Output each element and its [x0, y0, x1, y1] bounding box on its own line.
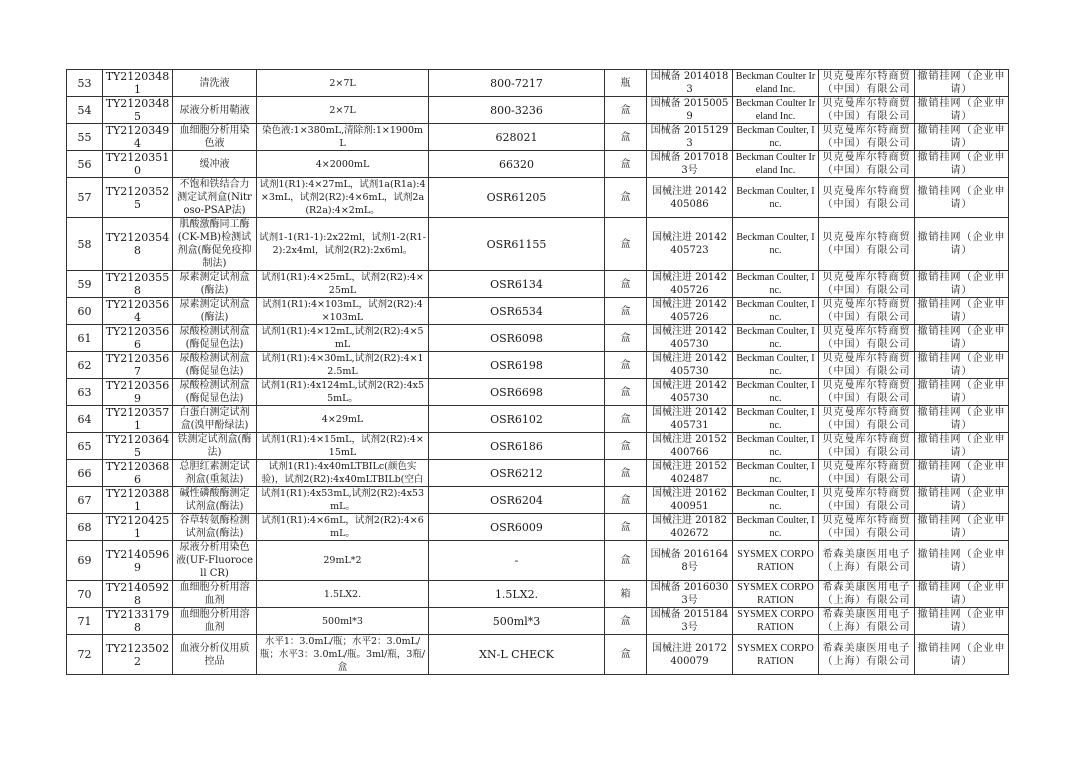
- manufacturer-cell: Beckman Coulter, Inc.: [733, 325, 819, 352]
- agent-company-cell: 贝克曼库尔特商贸（中国）有限公司: [819, 325, 915, 352]
- product-unit-cell: 盒: [605, 608, 647, 635]
- row-number-cell: 64: [67, 406, 103, 433]
- product-code-cell: TY21203510: [103, 151, 173, 178]
- table-row: [67, 271, 1009, 298]
- product-code-cell: TY21203569: [103, 379, 173, 406]
- registration-number-cell: 国械注进 20142405723: [647, 218, 733, 271]
- table-row: [67, 325, 1009, 352]
- registration-number-cell: 国械注进 20162400951: [647, 487, 733, 514]
- registration-number-cell: 国械备 20150059: [647, 97, 733, 124]
- product-name-cell: 尿酸检测试剂盒(酶促显色法): [173, 325, 257, 352]
- agent-company-cell: 希森美康医用电子（上海）有限公司: [819, 581, 915, 608]
- product-spec-cell: 试剂1(R1):4×15mL，试剂2(R2):4×15mL: [257, 433, 429, 460]
- product-name-cell: 血细胞分析用染色液: [173, 124, 257, 151]
- manufacturer-cell: SYSMEX CORPORATION: [733, 581, 819, 608]
- listing-status-cell: 撤销挂网（企业申请）: [915, 581, 1009, 608]
- agent-company-cell: 贝克曼库尔特商贸（中国）有限公司: [819, 352, 915, 379]
- registration-number-cell: 国械注进 20182402672: [647, 514, 733, 541]
- product-unit-cell: 盒: [605, 352, 647, 379]
- product-name-cell: 尿素测定试剂盒(酶法): [173, 298, 257, 325]
- listing-status-cell: 撤销挂网（企业申请）: [915, 379, 1009, 406]
- agent-company-cell: 贝克曼库尔特商贸（中国）有限公司: [819, 178, 915, 218]
- product-spec-cell: 2×7L: [257, 97, 429, 124]
- agent-company-cell: 贝克曼库尔特商贸（中国）有限公司: [819, 379, 915, 406]
- product-code-cell: TY21203564: [103, 298, 173, 325]
- table-row: [67, 581, 1009, 608]
- product-spec-cell: 29mL*2: [257, 541, 429, 581]
- product-spec-cell: 试剂1(R1):4x124mL,试剂2(R2):4x55mL。: [257, 379, 429, 406]
- product-name-cell: 血细胞分析用溶血剂: [173, 608, 257, 635]
- agent-company-cell: 贝克曼库尔特商贸（中国）有限公司: [819, 271, 915, 298]
- row-number-cell: 56: [67, 151, 103, 178]
- manufacturer-cell: Beckman Coulter Ireland Inc.: [733, 97, 819, 124]
- registration-number-cell: 国械备 20160303号: [647, 581, 733, 608]
- registration-number-cell: 国械备 20170183号: [647, 151, 733, 178]
- product-spec-cell: 500ml*3: [257, 608, 429, 635]
- listing-status-cell: 撤销挂网（企业申请）: [915, 178, 1009, 218]
- listing-status-cell: 撤销挂网（企业申请）: [915, 70, 1009, 97]
- manufacturer-cell: Beckman Coulter Ireland Inc.: [733, 151, 819, 178]
- product-code-cell: TY21405969: [103, 541, 173, 581]
- product-name-cell: 尿液分析用染色液(UF-Fluorocell CR): [173, 541, 257, 581]
- row-number-cell: 71: [67, 608, 103, 635]
- product-code-cell: TY21203881: [103, 487, 173, 514]
- row-number-cell: 70: [67, 581, 103, 608]
- product-unit-cell: 盒: [605, 298, 647, 325]
- product-unit-cell: 瓶: [605, 70, 647, 97]
- product-unit-cell: 盒: [605, 487, 647, 514]
- product-model-cell: OSR61155: [429, 218, 605, 271]
- registration-number-cell: 国械注进 20142405086: [647, 178, 733, 218]
- product-model-cell: OSR6204: [429, 487, 605, 514]
- table-row: [67, 70, 1009, 97]
- product-model-cell: OSR6698: [429, 379, 605, 406]
- product-unit-cell: 盒: [605, 635, 647, 675]
- product-model-cell: 1.5LX2.: [429, 581, 605, 608]
- registration-number-cell: 国械备 20151843号: [647, 608, 733, 635]
- product-model-cell: 800-3236: [429, 97, 605, 124]
- product-code-cell: TY21203686: [103, 460, 173, 487]
- row-number-cell: 72: [67, 635, 103, 675]
- product-code-cell: TY21405928: [103, 581, 173, 608]
- product-unit-cell: 盒: [605, 379, 647, 406]
- listing-status-cell: 撤销挂网（企业申请）: [915, 124, 1009, 151]
- product-code-cell: TY21203645: [103, 433, 173, 460]
- table-row: [67, 218, 1009, 271]
- row-number-cell: 61: [67, 325, 103, 352]
- product-spec-cell: 4×2000mL: [257, 151, 429, 178]
- product-code-cell: TY21203548: [103, 218, 173, 271]
- table-row: [67, 608, 1009, 635]
- table-row: [67, 352, 1009, 379]
- product-unit-cell: 盒: [605, 514, 647, 541]
- row-number-cell: 65: [67, 433, 103, 460]
- product-name-cell: 铁测定试剂盒(酶法): [173, 433, 257, 460]
- product-spec-cell: 试剂1(R1):4×12mL,试剂2(R2):4×5mL: [257, 325, 429, 352]
- row-number-cell: 66: [67, 460, 103, 487]
- table-row: [67, 379, 1009, 406]
- table-row: [67, 124, 1009, 151]
- product-spec-cell: 试剂1(R1):4×27mL，试剂1a(R1a):4×3mL，试剂2(R2):4×6mL，试剂2a(R2a):4×2mL。: [257, 178, 429, 218]
- product-spec-cell: 试剂1(R1):4x53mL,试剂2(R2):4x53mL。: [257, 487, 429, 514]
- product-model-cell: OSR6134: [429, 271, 605, 298]
- table-row: [67, 178, 1009, 218]
- manufacturer-cell: Beckman Coulter, Inc.: [733, 406, 819, 433]
- agent-company-cell: 贝克曼库尔特商贸（中国）有限公司: [819, 487, 915, 514]
- manufacturer-cell: Beckman Coulter, Inc.: [733, 178, 819, 218]
- listing-status-cell: 撤销挂网（企业申请）: [915, 298, 1009, 325]
- product-name-cell: 肌酸激酶同工酶(CK-MB)检测试剂盒(酶促免疫抑制法): [173, 218, 257, 271]
- product-model-cell: OSR6198: [429, 352, 605, 379]
- product-code-cell: TY21203525: [103, 178, 173, 218]
- table-body: [67, 70, 1009, 675]
- product-code-cell: TY21331798: [103, 608, 173, 635]
- manufacturer-cell: SYSMEX CORPORATION: [733, 635, 819, 675]
- product-model-cell: OSR6098: [429, 325, 605, 352]
- listing-status-cell: 撤销挂网（企业申请）: [915, 218, 1009, 271]
- agent-company-cell: 贝克曼库尔特商贸（中国）有限公司: [819, 514, 915, 541]
- product-name-cell: 血液分析仪用质控品: [173, 635, 257, 675]
- listing-status-cell: 撤销挂网（企业申请）: [915, 460, 1009, 487]
- registration-number-cell: 国械备 20161648号: [647, 541, 733, 581]
- manufacturer-cell: Beckman Coulter, Inc.: [733, 379, 819, 406]
- agent-company-cell: 贝克曼库尔特商贸（中国）有限公司: [819, 460, 915, 487]
- table-row: [67, 635, 1009, 675]
- product-name-cell: 尿酸检测试剂盒(酶促显色法): [173, 352, 257, 379]
- product-spec-cell: 1.5LX2.: [257, 581, 429, 608]
- product-unit-cell: 盒: [605, 124, 647, 151]
- product-code-cell: TY21203571: [103, 406, 173, 433]
- product-unit-cell: 盒: [605, 271, 647, 298]
- product-code-cell: TY21203566: [103, 325, 173, 352]
- product-name-cell: 不饱和铁结合力测定试剂盒(Nitroso-PSAP法): [173, 178, 257, 218]
- manufacturer-cell: Beckman Coulter, Inc.: [733, 352, 819, 379]
- table-row: [67, 406, 1009, 433]
- registration-number-cell: 国械备 20140183: [647, 70, 733, 97]
- listing-status-cell: 撤销挂网（企业申请）: [915, 352, 1009, 379]
- registration-number-cell: 国械注进 20142405730: [647, 352, 733, 379]
- product-name-cell: 清洗液: [173, 70, 257, 97]
- product-model-cell: OSR61205: [429, 178, 605, 218]
- table-row: [67, 97, 1009, 124]
- registration-number-cell: 国械注进 20172400079: [647, 635, 733, 675]
- manufacturer-cell: SYSMEX CORPORATION: [733, 541, 819, 581]
- manufacturer-cell: Beckman Coulter, Inc.: [733, 460, 819, 487]
- registration-number-cell: 国械注进 20152402487: [647, 460, 733, 487]
- listing-status-cell: 撤销挂网（企业申请）: [915, 514, 1009, 541]
- listing-status-cell: 撤销挂网（企业申请）: [915, 271, 1009, 298]
- product-spec-cell: 试剂1(R1):4×25mL，试剂2(R2):4×25mL: [257, 271, 429, 298]
- agent-company-cell: 贝克曼库尔特商贸（中国）有限公司: [819, 406, 915, 433]
- row-number-cell: 54: [67, 97, 103, 124]
- product-unit-cell: 箱: [605, 581, 647, 608]
- product-code-cell: TY21203481: [103, 70, 173, 97]
- row-number-cell: 53: [67, 70, 103, 97]
- table-row: [67, 298, 1009, 325]
- table-row: [67, 151, 1009, 178]
- product-name-cell: 谷草转氨酶检测试剂盒(酶法): [173, 514, 257, 541]
- manufacturer-cell: Beckman Coulter, Inc.: [733, 271, 819, 298]
- listing-status-cell: 撤销挂网（企业申请）: [915, 433, 1009, 460]
- product-spec-cell: 试剂1(R1):4×6mL，试剂2(R2):4×6mL。: [257, 514, 429, 541]
- agent-company-cell: 希森美康医用电子（上海）有限公司: [819, 635, 915, 675]
- product-model-cell: OSR6212: [429, 460, 605, 487]
- listing-status-cell: 撤销挂网（企业申请）: [915, 541, 1009, 581]
- table-row: [67, 487, 1009, 514]
- product-spec-cell: 染色液:1×380mL,清除剂:1×1900mL: [257, 124, 429, 151]
- product-code-cell: TY21203494: [103, 124, 173, 151]
- listing-status-cell: 撤销挂网（企业申请）: [915, 635, 1009, 675]
- row-number-cell: 58: [67, 218, 103, 271]
- product-spec-cell: 水平1：3.0mL/瓶；水平2：3.0mL/瓶；水平3：3.0mL/瓶。3ml/瓶，3瓶/盒: [257, 635, 429, 675]
- agent-company-cell: 贝克曼库尔特商贸（中国）有限公司: [819, 218, 915, 271]
- product-spec-cell: 2×7L: [257, 70, 429, 97]
- product-model-cell: 500ml*3: [429, 608, 605, 635]
- agent-company-cell: 贝克曼库尔特商贸（中国）有限公司: [819, 124, 915, 151]
- row-number-cell: 69: [67, 541, 103, 581]
- row-number-cell: 62: [67, 352, 103, 379]
- row-number-cell: 67: [67, 487, 103, 514]
- product-code-cell: TY21235022: [103, 635, 173, 675]
- listing-status-cell: 撤销挂网（企业申请）: [915, 151, 1009, 178]
- product-spec-cell: 试剂1(R1):4×103mL，试剂2(R2):4×103mL: [257, 298, 429, 325]
- product-code-cell: TY21204251: [103, 514, 173, 541]
- agent-company-cell: 贝克曼库尔特商贸（中国）有限公司: [819, 70, 915, 97]
- product-name-cell: 碱性磷酸酶测定试剂盒(酶法): [173, 487, 257, 514]
- product-unit-cell: 盒: [605, 433, 647, 460]
- product-model-cell: XN-L CHECK: [429, 635, 605, 675]
- manufacturer-cell: Beckman Coulter, Inc.: [733, 298, 819, 325]
- manufacturer-cell: Beckman Coulter Ireland Inc.: [733, 70, 819, 97]
- listing-status-cell: 撤销挂网（企业申请）: [915, 97, 1009, 124]
- agent-company-cell: 贝克曼库尔特商贸（中国）有限公司: [819, 97, 915, 124]
- registration-number-cell: 国械注进 20142405730: [647, 379, 733, 406]
- product-model-cell: OSR6186: [429, 433, 605, 460]
- product-model-cell: 800-7217: [429, 70, 605, 97]
- product-name-cell: 总胆红素测定试剂盒(重氮法): [173, 460, 257, 487]
- agent-company-cell: 贝克曼库尔特商贸（中国）有限公司: [819, 298, 915, 325]
- registration-number-cell: 国械注进 20142405730: [647, 325, 733, 352]
- product-table: [66, 69, 1009, 675]
- product-code-cell: TY21203567: [103, 352, 173, 379]
- listing-status-cell: 撤销挂网（企业申请）: [915, 608, 1009, 635]
- product-spec-cell: 试剂1-1(R1-1):2x22ml，试剂1-2(R1-2):2x4ml，试剂2(R2):2x6ml。: [257, 218, 429, 271]
- agent-company-cell: 希森美康医用电子（上海）有限公司: [819, 541, 915, 581]
- product-name-cell: 尿液分析用鞘液: [173, 97, 257, 124]
- listing-status-cell: 撤销挂网（企业申请）: [915, 325, 1009, 352]
- row-number-cell: 60: [67, 298, 103, 325]
- product-unit-cell: 盒: [605, 178, 647, 218]
- registration-number-cell: 国械注进 20142405731: [647, 406, 733, 433]
- product-unit-cell: 盒: [605, 460, 647, 487]
- product-unit-cell: 盒: [605, 218, 647, 271]
- manufacturer-cell: Beckman Coulter, Inc.: [733, 218, 819, 271]
- product-spec-cell: 试剂1(R1):4x40mLTBILc(颜色实验)，试剂2(R2):4x40mLTBILb(空白: [257, 460, 429, 487]
- product-name-cell: 白蛋白测定试剂盒(溴甲酚绿法): [173, 406, 257, 433]
- row-number-cell: 59: [67, 271, 103, 298]
- table-row: [67, 433, 1009, 460]
- product-unit-cell: 盒: [605, 151, 647, 178]
- manufacturer-cell: Beckman Coulter, Inc.: [733, 124, 819, 151]
- row-number-cell: 63: [67, 379, 103, 406]
- registration-number-cell: 国械注进 20152400766: [647, 433, 733, 460]
- table-row: [67, 541, 1009, 581]
- product-model-cell: -: [429, 541, 605, 581]
- product-model-cell: OSR6534: [429, 298, 605, 325]
- product-code-cell: TY21203558: [103, 271, 173, 298]
- product-unit-cell: 盒: [605, 97, 647, 124]
- agent-company-cell: 贝克曼库尔特商贸（中国）有限公司: [819, 151, 915, 178]
- product-unit-cell: 盒: [605, 325, 647, 352]
- row-number-cell: 57: [67, 178, 103, 218]
- listing-status-cell: 撤销挂网（企业申请）: [915, 487, 1009, 514]
- registration-number-cell: 国械注进 20142405726: [647, 298, 733, 325]
- registration-number-cell: 国械注进 20142405726: [647, 271, 733, 298]
- listing-status-cell: 撤销挂网（企业申请）: [915, 406, 1009, 433]
- manufacturer-cell: Beckman Coulter, Inc.: [733, 433, 819, 460]
- product-name-cell: 缓冲液: [173, 151, 257, 178]
- row-number-cell: 55: [67, 124, 103, 151]
- agent-company-cell: 贝克曼库尔特商贸（中国）有限公司: [819, 433, 915, 460]
- product-model-cell: OSR6009: [429, 514, 605, 541]
- table-row: [67, 514, 1009, 541]
- product-model-cell: 628021: [429, 124, 605, 151]
- product-name-cell: 血细胞分析用溶血剂: [173, 581, 257, 608]
- agent-company-cell: 希森美康医用电子（上海）有限公司: [819, 608, 915, 635]
- product-model-cell: OSR6102: [429, 406, 605, 433]
- registration-number-cell: 国械备 20151293: [647, 124, 733, 151]
- product-model-cell: 66320: [429, 151, 605, 178]
- product-spec-cell: 4×29mL: [257, 406, 429, 433]
- product-unit-cell: 盒: [605, 406, 647, 433]
- product-name-cell: 尿素测定试剂盒(酶法): [173, 271, 257, 298]
- manufacturer-cell: Beckman Coulter, Inc.: [733, 514, 819, 541]
- row-number-cell: 68: [67, 514, 103, 541]
- table-row: [67, 460, 1009, 487]
- manufacturer-cell: Beckman Coulter, Inc.: [733, 487, 819, 514]
- manufacturer-cell: SYSMEX CORPORATION: [733, 608, 819, 635]
- product-code-cell: TY21203485: [103, 97, 173, 124]
- product-spec-cell: 试剂1(R1):4×30mL,试剂2(R2):4×12.5mL: [257, 352, 429, 379]
- product-unit-cell: 盒: [605, 541, 647, 581]
- product-name-cell: 尿酸检测试剂盒(酶促显色法): [173, 379, 257, 406]
